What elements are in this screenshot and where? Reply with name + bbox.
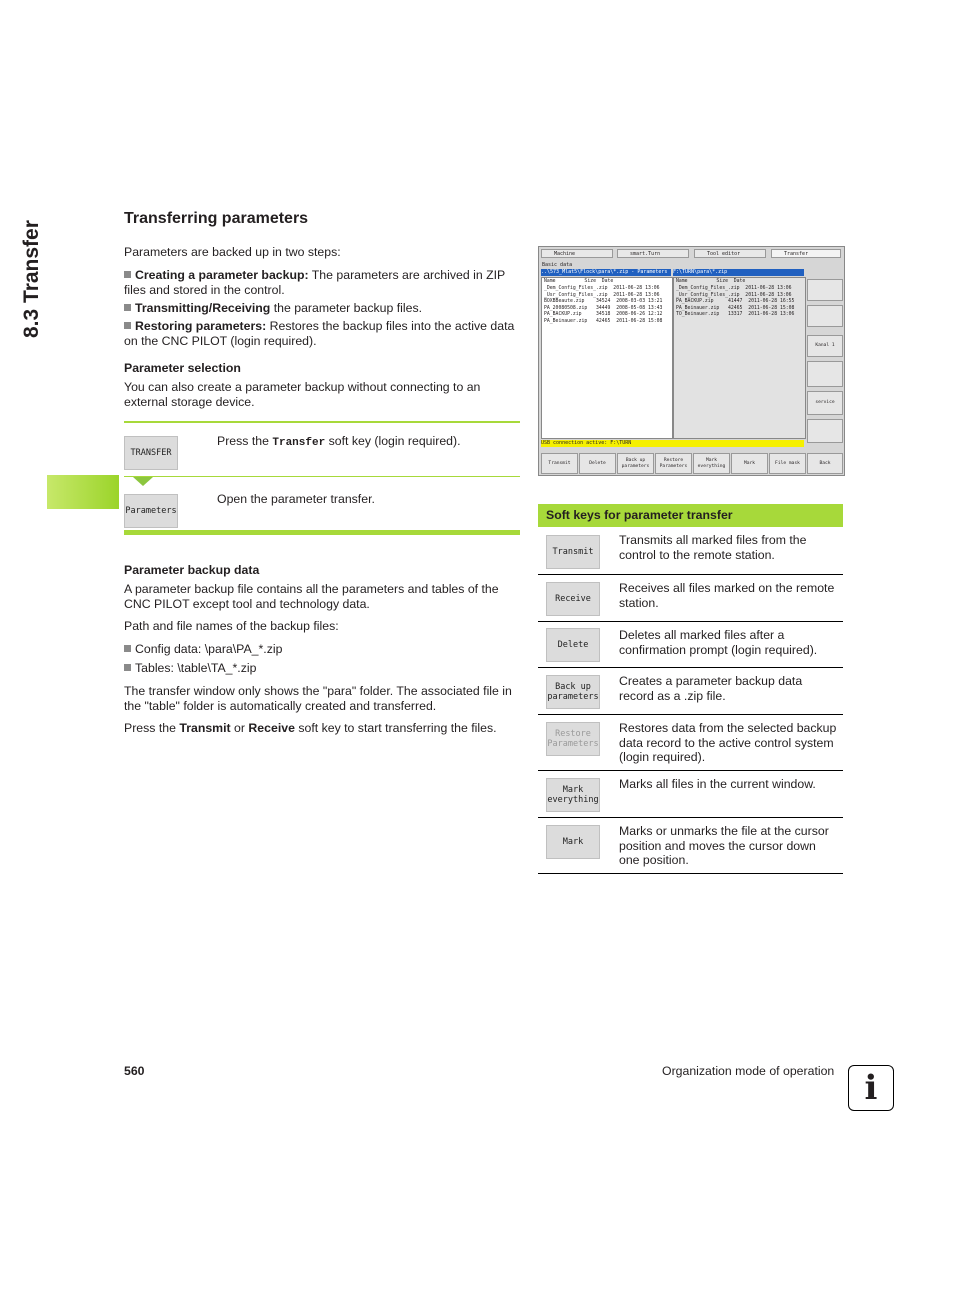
file-mask-softkey[interactable]: File mask xyxy=(769,453,806,474)
param-selection-heading: Parameter selection xyxy=(124,361,241,375)
table-cell-desc: Restores data from the selected backup data record to the active control system (login required). xyxy=(619,721,837,764)
table-cell-desc: Marks all files in the current window. xyxy=(619,777,816,791)
restore-parameters-softkey[interactable]: Restore Parameters xyxy=(546,722,600,756)
list-item[interactable]: _Usr_Config_Files_.zip 2011-06-28 13:06 xyxy=(676,292,792,298)
receive-softkey[interactable]: Receive xyxy=(546,582,600,616)
step-3: Restoring parameters: Restores the backup files into the active data on the CNC PILOT (login required). xyxy=(124,319,515,348)
backup-item-config: Config data: \para\PA_*.zip xyxy=(124,642,522,657)
table-row xyxy=(538,622,843,668)
backup-data-p2: Path and file names of the backup files: xyxy=(124,619,339,633)
transmit-softkey[interactable]: Transmit xyxy=(541,453,578,474)
backup-data-heading: Parameter backup data xyxy=(124,563,260,577)
vertical-softkey-2[interactable] xyxy=(807,305,843,327)
table-row xyxy=(538,668,843,715)
mark-everything-softkey[interactable]: Mark everything xyxy=(693,453,730,474)
left-col-headers: Name Size Date xyxy=(544,279,614,284)
footer-text: Organization mode of operation xyxy=(662,1064,835,1078)
step-arrow-icon xyxy=(133,477,153,486)
parameters-step-text: Open the parameter transfer. xyxy=(217,492,375,506)
mark-softkey[interactable]: Mark xyxy=(731,453,768,474)
table-cell-desc: Transmits all marked files from the control to the remote station. xyxy=(619,533,807,562)
list-item[interactable]: PA_BACKUP.zip 41447 2011-06-28 16:55 xyxy=(676,299,795,304)
intro-text: Parameters are backed up in two steps: xyxy=(124,245,341,259)
left-file-pane[interactable] xyxy=(541,277,673,439)
table-row xyxy=(538,527,843,575)
table-row xyxy=(538,818,843,874)
vertical-softkey-1[interactable] xyxy=(807,279,843,301)
table-cell-desc: Marks or unmarks the file at the cursor position and moves the cursor down one position. xyxy=(619,824,829,867)
backup-data-p1: A parameter backup file contains all the parameters and tables of the CNC PILOT except tool and technology data. xyxy=(124,582,499,611)
tab-transfer[interactable]: Transfer xyxy=(771,249,841,258)
kanal-softkey[interactable]: Kanal 1 xyxy=(807,335,843,357)
tab-machine[interactable]: Machine xyxy=(541,249,613,258)
mark-everything-softkey[interactable]: Mark everything xyxy=(546,778,600,812)
table-cell-desc: Receives all files marked on the remote station. xyxy=(619,581,835,610)
mark-softkey[interactable]: Mark xyxy=(546,825,600,859)
delete-softkey[interactable]: Delete xyxy=(579,453,616,474)
restore-softkey[interactable]: Restore Parameters xyxy=(655,453,692,474)
back-softkey[interactable]: Back xyxy=(807,453,843,474)
tab-smart-turn[interactable]: smart.Turn xyxy=(617,249,689,258)
page-number: 560 xyxy=(124,1064,145,1078)
list-item[interactable]: BOXBBeaute.zip 34524 2008-03-03 13:21 xyxy=(544,299,663,304)
left-path: ..\573_Mlat5\Flock\para\*.zip - Parameters xyxy=(541,269,671,276)
backup-data-p3: The transfer window only shows the "para" folder. The associated file in the "table" folder is automatically created and transferred. xyxy=(124,684,512,713)
status-bar: USB connection active: F:\TURN xyxy=(541,440,804,447)
right-file-pane[interactable] xyxy=(673,277,806,439)
page-heading: Transferring parameters xyxy=(124,210,309,227)
list-item[interactable]: PA_BACKUP.zip 34518 2008-06-26 12:12 xyxy=(544,312,663,317)
service-softkey[interactable]: service xyxy=(807,391,843,415)
list-item[interactable]: PA_Beinauer.zip 42465 2011-06-28 15:08 xyxy=(676,305,795,311)
backup-softkey[interactable]: Back up parameters xyxy=(617,453,654,474)
list-item[interactable]: PA_Beinauer.zip 42465 2011-06-28 15:08 xyxy=(544,318,663,324)
transfer-screenshot xyxy=(538,246,845,476)
vertical-softkey-4[interactable] xyxy=(807,361,843,387)
list-item[interactable]: _Usr_Config_Files_.zip 2011-06-28 13:06 xyxy=(544,292,660,298)
section-tab xyxy=(47,475,119,509)
right-path: F:\TURN\para\*.zip xyxy=(673,269,804,276)
list-item[interactable]: PA_20080508.zip 34449 2008-05-08 13:43 xyxy=(544,305,663,311)
tab-tool-editor[interactable]: Tool editor xyxy=(694,249,766,258)
parameters-softkey[interactable]: Parameters xyxy=(124,494,178,528)
table-row xyxy=(538,771,843,818)
transmit-softkey[interactable]: Transmit xyxy=(546,535,600,569)
backup-item-tables: Tables: \table\TA_*.zip xyxy=(124,661,522,676)
section-title: 8.3 Transfer xyxy=(20,220,43,338)
transfer-step-text: Press the Transfer soft key (login required). xyxy=(217,434,461,449)
list-item[interactable]: _Dem_Config_Files_.zip 2011-06-28 13:06 xyxy=(544,286,660,291)
right-col-headers: Name Size Date xyxy=(676,279,746,284)
transfer-softkey[interactable]: TRANSFER xyxy=(124,436,178,470)
tool-softkey[interactable] xyxy=(807,419,843,443)
table-cell-desc: Deletes all marked files after a confirmation prompt (login required). xyxy=(619,628,818,657)
list-item[interactable]: _Dem_Config_Files_.zip 2011-06-28 13:06 xyxy=(676,286,792,291)
step-2: Transmitting/Receiving the parameter backup files. xyxy=(124,301,522,316)
table-row xyxy=(538,575,843,622)
table-row xyxy=(538,715,843,771)
backup-data-p4: Press the Transmit or Receive soft key to start transferring the files. xyxy=(124,721,497,735)
list-item[interactable]: TO_Beinauer.zip 13317 2011-06-28 13:06 xyxy=(676,312,795,317)
step-1: Creating a parameter backup: The parameters are archived in ZIP files and stored in the control. xyxy=(124,268,505,297)
softkey-table-header: Soft keys for parameter transfer xyxy=(538,504,843,527)
param-selection-text: You can also create a parameter backup without connecting to an external storage device. xyxy=(124,380,481,409)
info-icon: i xyxy=(848,1065,894,1111)
table-cell-desc: Creates a parameter backup data record as a .zip file. xyxy=(619,674,803,703)
backup-parameters-softkey[interactable]: Back up parameters xyxy=(546,675,600,709)
screen-subtitle: Basic data xyxy=(542,262,573,268)
delete-softkey[interactable]: Delete xyxy=(546,628,600,662)
